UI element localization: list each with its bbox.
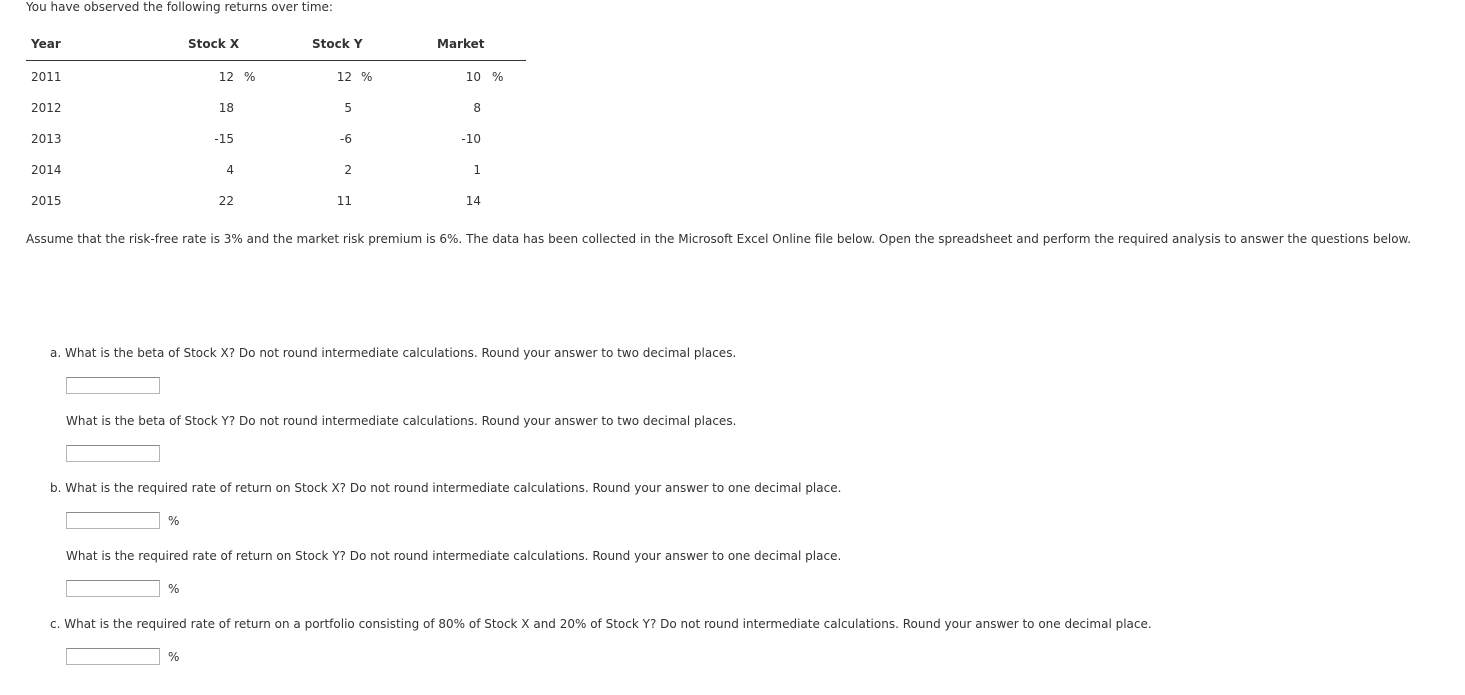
year-cell: 2015 [31,194,62,208]
header-stock-y: Stock Y [312,37,363,51]
table-row [26,132,526,148]
assumption-text: Assume that the risk-free rate is 3% and the market risk premium is 6%. The data has been collected in the Microsoft Excel Online file below. Open the spreadsheet and perform the required analysis to answer the questions below. [26,232,1412,246]
market-cell: 14 [465,194,481,208]
beta-y-input[interactable] [66,445,160,462]
stock-y-cell: 12 [336,70,352,84]
percent-unit: % [168,650,180,664]
market-cell: 10 [465,70,481,84]
question-a-beta-x: a. What is the beta of Stock X? Do not round intermediate calculations. Round your answer to two decimal places. [50,346,737,360]
stock-x-cell: 12 [218,70,234,84]
year-cell: 2013 [31,132,62,146]
market-cell: -10 [461,132,481,146]
question-c-portfolio-return: c. What is the required rate of return on a portfolio consisting of 80% of Stock X and 20% of Stock Y? Do not round intermediate calculations. Round your answer to one decimal place. [50,617,1152,631]
stock-x-cell: -15 [214,132,234,146]
portfolio-return-input[interactable] [66,648,160,665]
stock-y-cell: 2 [344,163,352,177]
year-cell: 2014 [31,163,62,177]
question-a-beta-y: What is the beta of Stock Y? Do not round intermediate calculations. Round your answer to two decimal places. [66,414,737,428]
stock-x-cell: 18 [218,101,234,115]
beta-x-input[interactable] [66,377,160,394]
year-cell: 2012 [31,101,62,115]
percent-sign: % [244,70,256,84]
table-row [26,101,526,117]
header-market: Market [437,37,485,51]
stock-x-cell: 4 [226,163,234,177]
percent-sign: % [492,70,504,84]
percent-sign: % [361,70,373,84]
percent-unit: % [168,582,180,596]
stock-y-cell: 5 [344,101,352,115]
market-cell: 8 [473,101,481,115]
stock-y-cell: -6 [340,132,352,146]
question-b-return-x: b. What is the required rate of return on Stock X? Do not round intermediate calculations. Round your answer to one decimal place. [50,481,842,495]
question-b-return-y: What is the required rate of return on Stock Y? Do not round intermediate calculations. Round your answer to one decimal place. [66,549,842,563]
required-return-y-input[interactable] [66,580,160,597]
table-row [26,70,526,86]
market-cell: 1 [473,163,481,177]
required-return-x-input[interactable] [66,512,160,529]
stock-y-cell: 11 [336,194,352,208]
header-divider [26,60,526,61]
header-stock-x: Stock X [188,37,240,51]
year-cell: 2011 [31,70,62,84]
stock-x-cell: 22 [218,194,234,208]
intro-text: You have observed the following returns over time: [26,0,333,14]
table-row [26,194,526,210]
header-year: Year [31,37,61,51]
percent-unit: % [168,514,180,528]
table-row [26,163,526,179]
